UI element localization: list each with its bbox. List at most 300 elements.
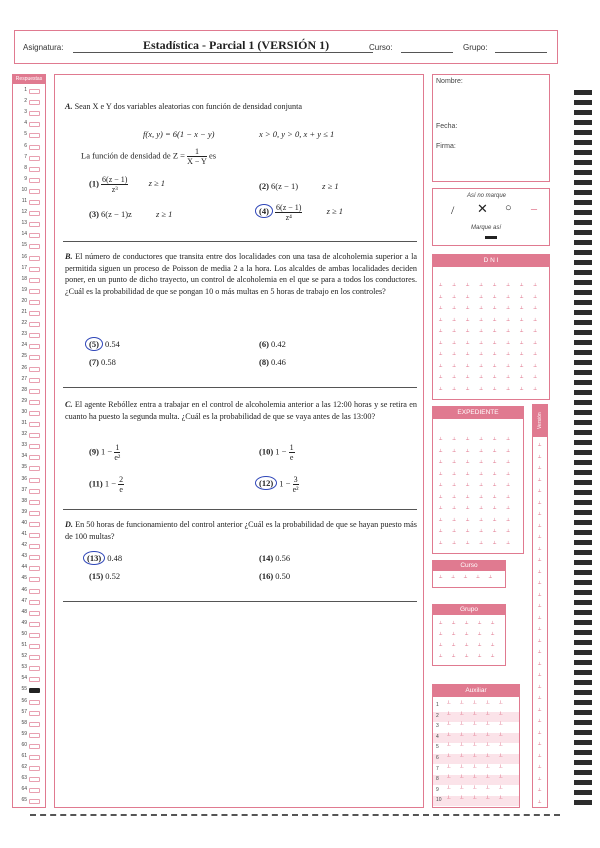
- option-15[interactable]: [89, 571, 120, 581]
- expediente-bubble[interactable]: ┴: [466, 448, 470, 454]
- answer-row[interactable]: [15, 453, 45, 461]
- answer-bubble[interactable]: [29, 278, 40, 283]
- dni-bubble[interactable]: ┴: [479, 283, 483, 288]
- expediente-bubble[interactable]: ┴: [439, 540, 443, 546]
- answer-row[interactable]: [15, 675, 45, 683]
- dni-bubble[interactable]: ┴: [493, 317, 497, 323]
- expediente-bubble[interactable]: ┴: [506, 471, 510, 477]
- dni-bubble[interactable]: ┴: [479, 306, 483, 311]
- dni-bubble[interactable]: ┴: [466, 294, 470, 300]
- dni-bubble[interactable]: ┴: [506, 306, 510, 311]
- answer-row[interactable]: [15, 154, 45, 162]
- answer-bubble[interactable]: [29, 700, 40, 705]
- dni-bubble[interactable]: ┴: [493, 340, 497, 346]
- option-5[interactable]: [85, 337, 120, 351]
- dni-bubble[interactable]: ┴: [479, 329, 483, 334]
- auxiliar-bubble[interactable]: ┴: [447, 744, 451, 750]
- grupo-bubble[interactable]: ┴: [465, 632, 469, 637]
- expediente-bubble[interactable]: ┴: [439, 483, 443, 488]
- answer-bubble[interactable]: [29, 799, 40, 804]
- expediente-bubble[interactable]: ┴: [506, 483, 510, 488]
- expediente-bubble[interactable]: ┴: [479, 517, 483, 523]
- auxiliar-bubble[interactable]: ┴: [460, 797, 464, 803]
- dni-bubble[interactable]: ┴: [479, 363, 483, 369]
- auxiliar-row[interactable]: [433, 796, 519, 806]
- dni-bubble[interactable]: ┴: [466, 375, 470, 380]
- dni-bubble[interactable]: ┴: [520, 283, 524, 288]
- version-bubble[interactable]: ┴: [538, 546, 542, 552]
- expediente-bubble[interactable]: ┴: [452, 494, 456, 500]
- answer-bubble[interactable]: [29, 433, 40, 438]
- dni-bubble[interactable]: ┴: [506, 329, 510, 334]
- grupo-bubble[interactable]: ┴: [478, 621, 482, 626]
- dni-bubble[interactable]: ┴: [520, 294, 524, 300]
- auxiliar-row[interactable]: [433, 701, 519, 711]
- dni-bubble[interactable]: ┴: [452, 363, 456, 369]
- answer-row[interactable]: [15, 731, 45, 739]
- auxiliar-bubble[interactable]: ┴: [486, 723, 490, 729]
- auxiliar-bubble[interactable]: ┴: [473, 765, 477, 771]
- dni-bubble[interactable]: ┴: [479, 375, 483, 380]
- answer-bubble[interactable]: [29, 100, 40, 105]
- answer-bubble[interactable]: [29, 500, 40, 505]
- dni-bubble[interactable]: ┴: [479, 340, 483, 346]
- version-bubble[interactable]: ┴: [538, 581, 542, 586]
- auxiliar-bubble[interactable]: ┴: [447, 702, 451, 707]
- version-bubble[interactable]: ┴: [538, 535, 542, 540]
- auxiliar-row[interactable]: [433, 765, 519, 775]
- auxiliar-row[interactable]: [433, 733, 519, 743]
- answer-row[interactable]: [15, 331, 45, 339]
- expediente-bubble[interactable]: ┴: [439, 517, 443, 523]
- auxiliar-bubble[interactable]: ┴: [447, 723, 451, 729]
- expediente-bubble[interactable]: ┴: [506, 494, 510, 500]
- answer-bubble[interactable]: [29, 233, 40, 238]
- auxiliar-row[interactable]: [433, 786, 519, 796]
- answer-bubble[interactable]: [29, 677, 40, 682]
- expediente-bubble[interactable]: ┴: [466, 483, 470, 488]
- expediente-bubble[interactable]: ┴: [439, 529, 443, 534]
- auxiliar-bubble[interactable]: ┴: [486, 765, 490, 771]
- version-bubble[interactable]: ┴: [538, 684, 542, 690]
- version-bubble[interactable]: ┴: [538, 592, 542, 598]
- answer-bubble[interactable]: [29, 133, 40, 138]
- answer-row[interactable]: [15, 187, 45, 195]
- dni-bubble[interactable]: ┴: [439, 283, 443, 288]
- version-bubble[interactable]: ┴: [538, 615, 542, 621]
- answer-row[interactable]: [15, 398, 45, 406]
- answer-bubble[interactable]: [29, 167, 40, 172]
- version-bubble[interactable]: ┴: [538, 500, 542, 506]
- dni-bubble[interactable]: ┴: [533, 363, 537, 369]
- auxiliar-bubble[interactable]: ┴: [473, 797, 477, 803]
- dni-bubble[interactable]: ┴: [520, 375, 524, 380]
- auxiliar-bubble[interactable]: ┴: [473, 776, 477, 782]
- answer-bubble[interactable]: [29, 577, 40, 582]
- answer-row[interactable]: [15, 376, 45, 384]
- dni-bubble[interactable]: ┴: [466, 329, 470, 334]
- answer-row[interactable]: [15, 520, 45, 528]
- auxiliar-bubble[interactable]: ┴: [499, 733, 503, 739]
- answer-row[interactable]: [15, 387, 45, 395]
- answer-bubble[interactable]: [29, 311, 40, 316]
- answer-row[interactable]: [15, 298, 45, 306]
- dni-bubble[interactable]: ┴: [439, 317, 443, 323]
- grupo-bubble[interactable]: ┴: [491, 643, 495, 648]
- auxiliar-row[interactable]: [433, 712, 519, 722]
- grupo-bubble[interactable]: ┴: [452, 632, 456, 637]
- answer-row[interactable]: [15, 531, 45, 539]
- auxiliar-bubble[interactable]: ┴: [499, 755, 503, 760]
- auxiliar-bubble[interactable]: ┴: [447, 776, 451, 782]
- expediente-bubble[interactable]: ┴: [479, 494, 483, 500]
- option-14[interactable]: [259, 553, 290, 563]
- answer-bubble[interactable]: [29, 478, 40, 483]
- answer-row[interactable]: [15, 209, 45, 217]
- answer-bubble[interactable]: [29, 555, 40, 560]
- auxiliar-bubble[interactable]: ┴: [447, 755, 451, 760]
- expediente-bubble[interactable]: ┴: [452, 483, 456, 488]
- auxiliar-bubble[interactable]: ┴: [499, 797, 503, 803]
- answer-row[interactable]: [15, 642, 45, 650]
- expediente-bubble[interactable]: ┴: [466, 540, 470, 546]
- answer-bubble[interactable]: [29, 466, 40, 471]
- dni-bubble[interactable]: ┴: [533, 340, 537, 346]
- dni-bubble[interactable]: ┴: [452, 340, 456, 346]
- auxiliar-bubble[interactable]: ┴: [447, 712, 451, 718]
- version-bubble[interactable]: ┴: [538, 765, 542, 770]
- auxiliar-bubble[interactable]: ┴: [460, 786, 464, 792]
- answer-bubble[interactable]: [29, 744, 40, 749]
- version-bubble[interactable]: ┴: [538, 673, 542, 678]
- expediente-bubble[interactable]: ┴: [506, 460, 510, 465]
- answer-row[interactable]: [15, 587, 45, 595]
- option-12[interactable]: [255, 475, 299, 494]
- answer-bubble[interactable]: [29, 566, 40, 571]
- answer-row[interactable]: [15, 365, 45, 373]
- expediente-bubble[interactable]: ┴: [493, 494, 497, 500]
- expediente-bubble[interactable]: ┴: [452, 517, 456, 523]
- expediente-bubble[interactable]: ┴: [466, 460, 470, 465]
- option-10[interactable]: [259, 443, 295, 462]
- dni-bubble[interactable]: ┴: [466, 363, 470, 369]
- auxiliar-bubble[interactable]: ┴: [447, 733, 451, 739]
- answer-row[interactable]: [15, 664, 45, 672]
- grupo-bubble[interactable]: ┴: [478, 654, 482, 659]
- dni-bubble[interactable]: ┴: [533, 283, 537, 288]
- answer-row[interactable]: [15, 542, 45, 550]
- answer-bubble[interactable]: [29, 788, 40, 793]
- dni-bubble[interactable]: ┴: [479, 294, 483, 300]
- answer-row[interactable]: [15, 254, 45, 262]
- answer-bubble[interactable]: [29, 544, 40, 549]
- answer-bubble[interactable]: [29, 222, 40, 227]
- answer-bubble[interactable]: [29, 733, 40, 738]
- answer-bubble[interactable]: [29, 122, 40, 127]
- answer-bubble[interactable]: [29, 378, 40, 383]
- expediente-bubble[interactable]: ┴: [452, 506, 456, 511]
- answer-row[interactable]: [15, 442, 45, 450]
- answer-bubble[interactable]: [29, 244, 40, 249]
- expediente-bubble[interactable]: ┴: [452, 529, 456, 534]
- answer-row[interactable]: [15, 176, 45, 184]
- dni-bubble[interactable]: ┴: [533, 352, 537, 357]
- auxiliar-bubble[interactable]: ┴: [447, 797, 451, 803]
- auxiliar-bubble[interactable]: ┴: [460, 765, 464, 771]
- answer-row[interactable]: [15, 464, 45, 472]
- answer-bubble[interactable]: [29, 666, 40, 671]
- auxiliar-bubble[interactable]: ┴: [486, 776, 490, 782]
- auxiliar-bubble[interactable]: ┴: [473, 786, 477, 792]
- answer-row[interactable]: [15, 476, 45, 484]
- auxiliar-bubble[interactable]: ┴: [486, 755, 490, 760]
- dni-bubble[interactable]: ┴: [466, 306, 470, 311]
- auxiliar-bubble[interactable]: ┴: [460, 733, 464, 739]
- expediente-bubble[interactable]: ┴: [466, 506, 470, 511]
- answer-bubble[interactable]: [29, 777, 40, 782]
- expediente-bubble[interactable]: ┴: [493, 437, 497, 442]
- answer-row[interactable]: [15, 353, 45, 361]
- answer-bubble[interactable]: [29, 766, 40, 771]
- option-13[interactable]: [83, 551, 122, 565]
- expediente-bubble[interactable]: ┴: [479, 540, 483, 546]
- answer-row[interactable]: [15, 143, 45, 151]
- auxiliar-bubble[interactable]: ┴: [460, 776, 464, 782]
- option-9[interactable]: [89, 443, 120, 462]
- expediente-bubble[interactable]: ┴: [506, 437, 510, 442]
- answer-row[interactable]: [15, 242, 45, 250]
- auxiliar-bubble[interactable]: ┴: [499, 765, 503, 771]
- expediente-bubble[interactable]: ┴: [479, 448, 483, 454]
- dni-bubble[interactable]: ┴: [439, 386, 443, 392]
- answer-row[interactable]: [15, 309, 45, 317]
- expediente-bubble[interactable]: ┴: [439, 506, 443, 511]
- answer-row[interactable]: [15, 131, 45, 139]
- expediente-bubble[interactable]: ┴: [466, 529, 470, 534]
- answer-bubble[interactable]: [29, 444, 40, 449]
- answer-bubble[interactable]: [29, 200, 40, 205]
- version-bubble[interactable]: ┴: [538, 696, 542, 701]
- dni-bubble[interactable]: ┴: [479, 352, 483, 357]
- answer-bubble[interactable]: [29, 211, 40, 216]
- version-bubble[interactable]: ┴: [538, 788, 542, 793]
- dni-bubble[interactable]: ┴: [493, 283, 497, 288]
- dni-bubble[interactable]: ┴: [533, 317, 537, 323]
- answer-row[interactable]: [15, 231, 45, 239]
- answer-bubble[interactable]: [29, 344, 40, 349]
- dni-bubble[interactable]: ┴: [520, 386, 524, 392]
- answer-bubble[interactable]: [29, 300, 40, 305]
- dni-bubble[interactable]: ┴: [479, 317, 483, 323]
- expediente-bubble[interactable]: ┴: [439, 437, 443, 442]
- expediente-bubble[interactable]: ┴: [466, 471, 470, 477]
- version-bubble[interactable]: ┴: [538, 638, 542, 644]
- grupo-bubble[interactable]: ┴: [465, 621, 469, 626]
- answer-bubble[interactable]: [29, 722, 40, 727]
- expediente-bubble[interactable]: ┴: [506, 540, 510, 546]
- option-8[interactable]: [259, 357, 286, 367]
- expediente-bubble[interactable]: ┴: [479, 483, 483, 488]
- auxiliar-bubble[interactable]: ┴: [499, 786, 503, 792]
- answer-row[interactable]: [15, 620, 45, 628]
- answer-bubble[interactable]: [29, 111, 40, 116]
- auxiliar-bubble[interactable]: ┴: [499, 712, 503, 718]
- grupo-bubble[interactable]: ┴: [439, 621, 443, 626]
- dni-bubble[interactable]: ┴: [466, 352, 470, 357]
- dni-bubble[interactable]: ┴: [493, 375, 497, 380]
- answer-bubble[interactable]: [29, 600, 40, 605]
- version-bubble[interactable]: ┴: [538, 569, 542, 575]
- version-bubble[interactable]: ┴: [538, 523, 542, 529]
- expediente-bubble[interactable]: ┴: [479, 437, 483, 442]
- grupo-bubble[interactable]: ┴: [452, 654, 456, 659]
- auxiliar-row[interactable]: [433, 722, 519, 732]
- version-bubble[interactable]: ┴: [538, 661, 542, 667]
- dni-bubble[interactable]: ┴: [493, 294, 497, 300]
- expediente-bubble[interactable]: ┴: [466, 517, 470, 523]
- dni-bubble[interactable]: ┴: [452, 306, 456, 311]
- grupo-bubble[interactable]: ┴: [439, 643, 443, 648]
- answer-row[interactable]: [15, 598, 45, 606]
- answer-row[interactable]: [15, 109, 45, 117]
- answer-row[interactable]: [15, 342, 45, 350]
- answer-row[interactable]: [15, 509, 45, 517]
- dni-bubble[interactable]: ┴: [520, 317, 524, 323]
- auxiliar-bubble[interactable]: ┴: [499, 702, 503, 707]
- version-bubble[interactable]: ┴: [538, 558, 542, 563]
- answer-bubble[interactable]: [29, 522, 40, 527]
- dni-bubble[interactable]: ┴: [506, 375, 510, 380]
- answer-bubble[interactable]: [29, 89, 40, 94]
- version-bubble[interactable]: ┴: [538, 730, 542, 736]
- dni-bubble[interactable]: ┴: [439, 363, 443, 369]
- option-1[interactable]: [89, 175, 165, 194]
- expediente-bubble[interactable]: ┴: [506, 448, 510, 454]
- answer-row[interactable]: [15, 653, 45, 661]
- answer-bubble[interactable]: [29, 267, 40, 272]
- version-bubble[interactable]: ┴: [538, 443, 542, 448]
- version-bubble[interactable]: ┴: [538, 477, 542, 483]
- expediente-bubble[interactable]: ┴: [439, 494, 443, 500]
- answer-bubble[interactable]: [29, 411, 40, 416]
- answer-row[interactable]: [15, 764, 45, 772]
- dni-bubble[interactable]: ┴: [439, 329, 443, 334]
- auxiliar-row[interactable]: [433, 754, 519, 764]
- expediente-bubble[interactable]: ┴: [493, 460, 497, 465]
- version-bubble[interactable]: ┴: [538, 627, 542, 632]
- expediente-bubble[interactable]: ┴: [493, 517, 497, 523]
- answer-row[interactable]: [15, 709, 45, 717]
- answer-bubble[interactable]: [29, 455, 40, 460]
- answer-row[interactable]: [15, 753, 45, 761]
- grupo-bubble[interactable]: ┴: [452, 621, 456, 626]
- answer-bubble[interactable]: [29, 622, 40, 627]
- dni-bubble[interactable]: ┴: [452, 317, 456, 323]
- version-bubble[interactable]: ┴: [538, 719, 542, 724]
- option-4[interactable]: [255, 203, 343, 222]
- dni-bubble[interactable]: ┴: [520, 352, 524, 357]
- expediente-bubble[interactable]: ┴: [506, 529, 510, 534]
- expediente-bubble[interactable]: ┴: [493, 471, 497, 477]
- answer-row[interactable]: [15, 686, 45, 694]
- answer-row[interactable]: [15, 742, 45, 750]
- grupo-bubble[interactable]: ┴: [465, 654, 469, 659]
- dni-bubble[interactable]: ┴: [506, 294, 510, 300]
- expediente-bubble[interactable]: ┴: [479, 529, 483, 534]
- auxiliar-bubble[interactable]: ┴: [460, 744, 464, 750]
- dni-bubble[interactable]: ┴: [506, 386, 510, 392]
- grupo-bubble[interactable]: ┴: [439, 654, 443, 659]
- option-7[interactable]: [89, 357, 116, 367]
- auxiliar-bubble[interactable]: ┴: [473, 744, 477, 750]
- dni-bubble[interactable]: ┴: [520, 306, 524, 311]
- answer-row[interactable]: [15, 265, 45, 273]
- auxiliar-bubble[interactable]: ┴: [473, 702, 477, 707]
- dni-bubble[interactable]: ┴: [439, 340, 443, 346]
- auxiliar-bubble[interactable]: ┴: [460, 712, 464, 718]
- version-bubble[interactable]: ┴: [538, 776, 542, 782]
- version-bubble[interactable]: ┴: [538, 512, 542, 517]
- auxiliar-bubble[interactable]: ┴: [460, 755, 464, 760]
- auxiliar-bubble[interactable]: ┴: [486, 702, 490, 707]
- answer-bubble[interactable]: [29, 711, 40, 716]
- dni-bubble[interactable]: ┴: [479, 386, 483, 392]
- dni-bubble[interactable]: ┴: [466, 386, 470, 392]
- version-bubble[interactable]: ┴: [538, 650, 542, 655]
- dni-bubble[interactable]: ┴: [452, 386, 456, 392]
- answer-bubble[interactable]: [29, 400, 40, 405]
- dni-bubble[interactable]: ┴: [533, 375, 537, 380]
- auxiliar-row[interactable]: [433, 743, 519, 753]
- option-16[interactable]: [259, 571, 290, 581]
- expediente-bubble[interactable]: ┴: [466, 437, 470, 442]
- expediente-bubble[interactable]: ┴: [493, 448, 497, 454]
- answer-row[interactable]: [15, 786, 45, 794]
- answer-bubble[interactable]: [29, 256, 40, 261]
- answer-row[interactable]: [15, 720, 45, 728]
- auxiliar-bubble[interactable]: ┴: [486, 733, 490, 739]
- answer-bubble[interactable]: [29, 289, 40, 294]
- auxiliar-row[interactable]: [433, 775, 519, 785]
- answer-row[interactable]: [15, 98, 45, 106]
- dni-bubble[interactable]: ┴: [506, 317, 510, 323]
- auxiliar-bubble[interactable]: ┴: [499, 776, 503, 782]
- dni-bubble[interactable]: ┴: [533, 329, 537, 334]
- answer-row[interactable]: [15, 420, 45, 428]
- dni-bubble[interactable]: ┴: [506, 363, 510, 369]
- answer-bubble[interactable]: [29, 367, 40, 372]
- dni-bubble[interactable]: ┴: [520, 363, 524, 369]
- answer-bubble[interactable]: [29, 489, 40, 494]
- expediente-bubble[interactable]: ┴: [439, 460, 443, 465]
- answer-row[interactable]: [15, 775, 45, 783]
- dni-bubble[interactable]: ┴: [533, 294, 537, 300]
- answer-row[interactable]: [15, 276, 45, 284]
- expediente-bubble[interactable]: ┴: [452, 540, 456, 546]
- grupo-bubble[interactable]: ┴: [491, 632, 495, 637]
- answer-row[interactable]: [15, 609, 45, 617]
- version-bubble[interactable]: ┴: [538, 454, 542, 460]
- expediente-bubble[interactable]: ┴: [452, 437, 456, 442]
- dni-bubble[interactable]: ┴: [439, 306, 443, 311]
- dni-bubble[interactable]: ┴: [493, 306, 497, 311]
- answer-row[interactable]: [15, 409, 45, 417]
- answer-row[interactable]: [15, 487, 45, 495]
- expediente-bubble[interactable]: ┴: [493, 529, 497, 534]
- dni-bubble[interactable]: ┴: [533, 306, 537, 311]
- option-3[interactable]: [89, 209, 172, 219]
- dni-bubble[interactable]: ┴: [506, 340, 510, 346]
